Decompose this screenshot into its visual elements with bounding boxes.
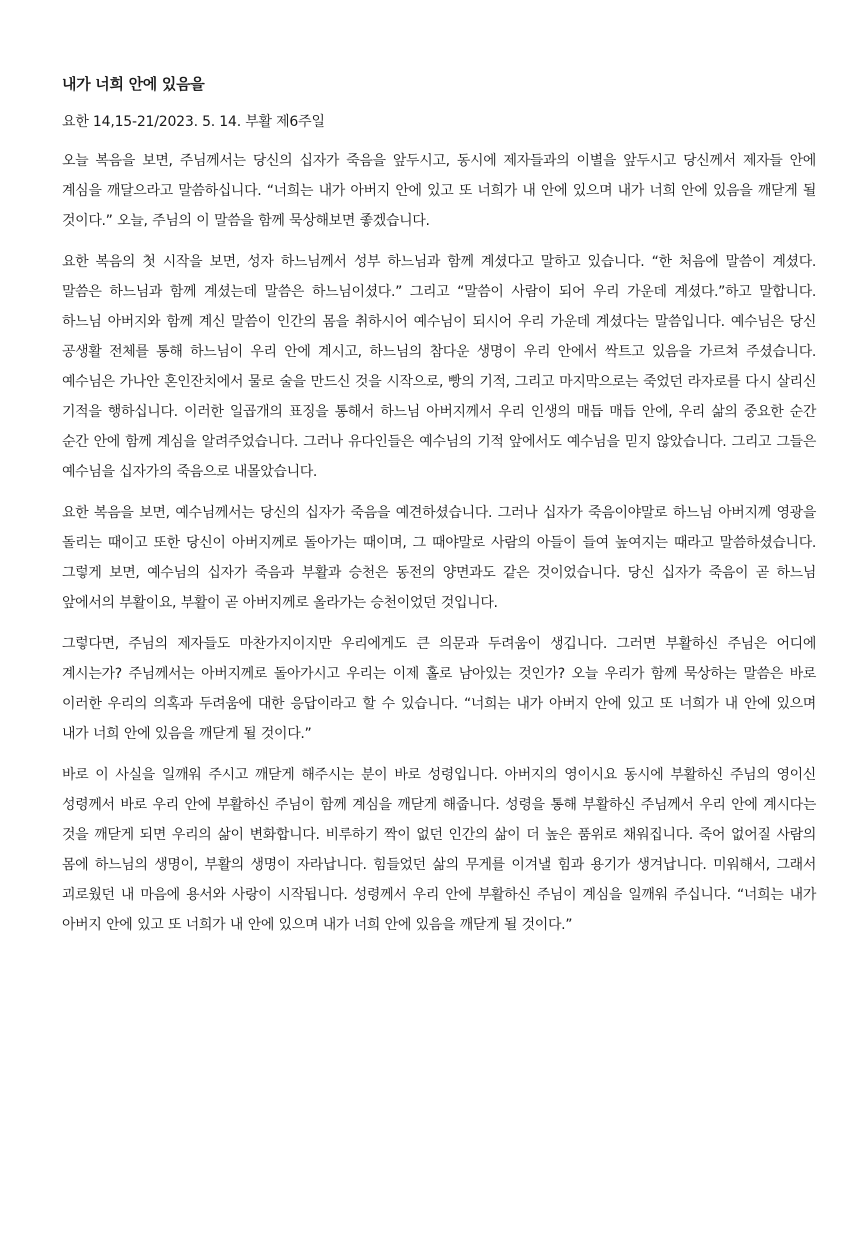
document-title: 내가 너희 안에 있음을 [62, 75, 205, 93]
paragraph-1: 오늘 복음을 보면, 주님께서는 당신의 십자가 죽음을 앞두시고, 동시에 제자들과의 이별을 앞두시고 당신께서 제자들 안에 계심을 깨달으라고 말씀하십니다. “너희는 내가 아버지 안에 있고 또 너희가 내 안에 있으며 내가 너희 안에 있음을 깨닫게 될 것이다.” 오늘, 주님의 이 말씀을 함께 묵상해보면 좋겠습니다. [62, 153, 816, 229]
paragraph-3: 요한 복음을 보면, 예수님께서는 당신의 십자가 죽음을 예견하셨습니다. 그러나 십자가 죽음이야말로 하느님 아버지께 영광을 돌리는 때이고 또한 당신이 아버지께로 돌아가는 때이며, 그 때야말로 사람의 아들이 들여 높여지는 때라고 말씀하셨습니다. 그렇게 보면, 예수님의 십자가 죽음과 부활과 승천은 동전의 양면과도 같은 것이었습니다. 당신 십자가 죽음이 곧 하느님 앞에서의 부활이요, 부활이 곧 아버지께로 올라가는 승천이었던 것입니다. [62, 505, 816, 611]
document-page [62, 72, 816, 951]
paragraph-2: 요한 복음의 첫 시작을 보면, 성자 하느님께서 성부 하느님과 함께 계셨다고 말하고 있습니다. “한 처음에 말씀이 계셨다. 말씀은 하느님과 함께 계셨는데 말씀은 하느님이셨다.” 그리고 “말씀이 사람이 되어 우리 가운데 계셨다.”하고 말합니다. 하느님 아버지와 함께 계신 말씀이 인간의 몸을 취하시어 예수님이 되시어 우리 가운데 계셨다는 말씀입니다. 예수님은 당신 공생활 전체를 통해 하느님이 우리 안에 계시고, 하느님의 참다운 생명이 우리 안에서 싹트고 있음을 가르쳐 주셨습니다. 예수님은 가나안 혼인잔치에서 물로 술을 만드신 것을 시작으로, 빵의 기적, 그리고 마지막으로는 죽었던 라자로를 다시 살리신 기적을 행하십니다. 이러한 일곱개의 표징을 통해서 하느님 아버지께서 우리 인생의 매듭 매듭 안에, 우리 삶의 중요한 순간 순간 안에 함께 계심을 알려주었습니다. 그러나 유다인들은 예수님의 기적 앞에서도 예수님을 믿지 않았습니다. 그리고 그들은 예수님을 십자가의 죽음으로 내몰았습니다. [62, 254, 816, 480]
paragraph-4: 그렇다면, 주님의 제자들도 마찬가지이지만 우리에게도 큰 의문과 두려움이 생깁니다. 그러면 부활하신 주님은 어디에 계시는가? 주님께서는 아버지께로 돌아가시고 우리는 이제 홀로 남아있는 것인가? 오늘 우리가 함께 묵상하는 말씀은 바로 이러한 우리의 의혹과 두려움에 대한 응답이라고 할 수 있습니다. “너희는 내가 아버지 안에 있고 또 너희가 내 안에 있으며 내가 너희 안에 있음을 깨닫게 될 것이다.” [62, 636, 816, 742]
paragraph-5: 바로 이 사실을 일깨워 주시고 깨닫게 해주시는 분이 바로 성령입니다. 아버지의 영이시요 동시에 부활하신 주님의 영이신 성령께서 바로 우리 안에 부활하신 주님이 함께 계심을 깨닫게 해줍니다. 성령을 통해 부활하신 주님께서 우리 안에 계시다는 것을 깨닫게 되면 우리의 삶이 변화합니다. 비루하기 짝이 없던 인간의 삶이 더 높은 품위로 채워집니다. 죽어 없어질 사람의 몸에 하느님의 생명이, 부활의 생명이 자라납니다. 힘들었던 삶의 무게를 이겨낼 힘과 용기가 생겨납니다. 미워해서, 그래서 괴로웠던 내 마음에 용서와 사랑이 시작됩니다. 성령께서 우리 안에 부활하신 주님이 계심을 일깨워 주십니다. “너희는 내가 아버지 안에 있고 또 너희가 내 안에 있으며 내가 너희 안에 있음을 깨닫게 될 것이다.” [62, 767, 816, 933]
document-subtitle: 요한 14,15-21/2023. 5. 14. 부활 제6주일 [62, 114, 325, 130]
